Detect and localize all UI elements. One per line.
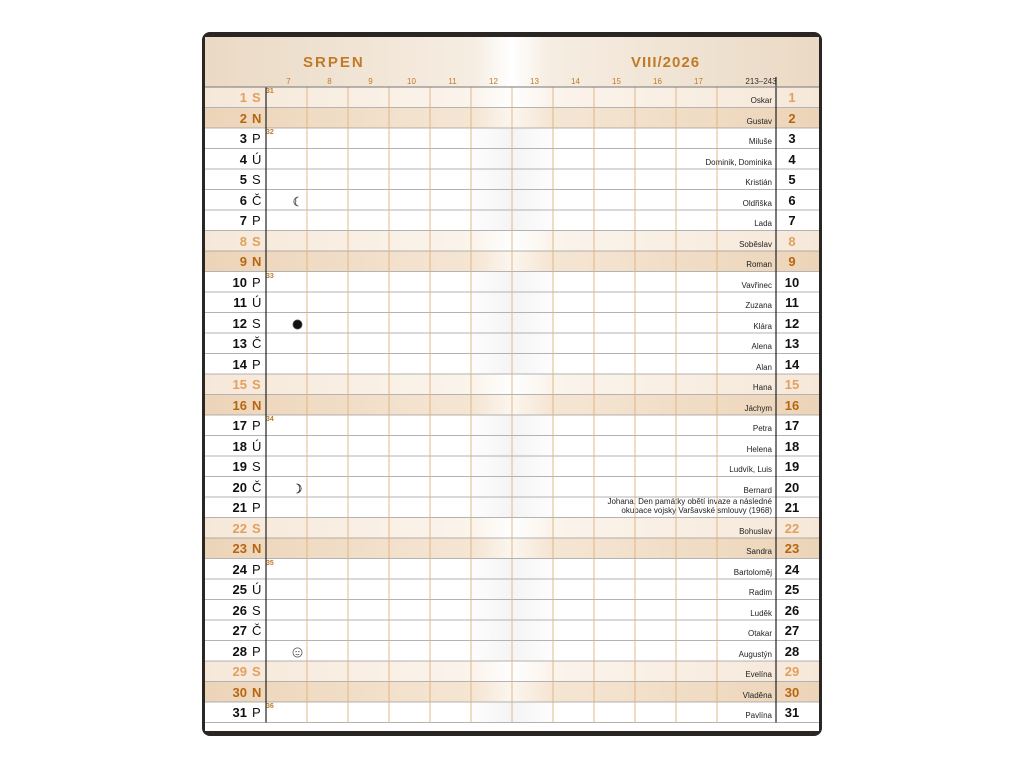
nameday-text: Roman [746, 260, 772, 269]
day-row[interactable] [205, 497, 819, 517]
day-row[interactable] [205, 682, 819, 702]
month-name: SRPEN [303, 54, 365, 71]
weekday-letter: P [252, 356, 261, 372]
day-row[interactable] [205, 313, 819, 333]
day-number-right: 28 [784, 643, 800, 659]
day-row[interactable] [205, 251, 819, 271]
nameday-text: Luděk [750, 608, 772, 618]
nameday-text: Alena [751, 342, 772, 351]
nameday-text: Kristián [745, 178, 772, 187]
hour-label: 17 [694, 77, 703, 86]
nameday-text: Hana [752, 383, 772, 392]
day-number: 26 [232, 602, 247, 618]
day-number: 2 [239, 110, 247, 126]
day-row[interactable] [205, 374, 819, 394]
day-number-right: 26 [784, 602, 800, 618]
day-row[interactable] [205, 354, 819, 374]
weekday-letter: P [252, 643, 261, 659]
nameday-text: Gustav [746, 116, 772, 126]
day-number-right: 18 [784, 438, 800, 454]
nameday-text: Alan [755, 362, 772, 372]
week-number: 31 [266, 88, 274, 95]
weekday-letter: P [252, 705, 261, 720]
week-number: 35 [266, 559, 274, 567]
nameday-text: Vavřinec [741, 280, 772, 290]
day-number-right: 4 [788, 151, 796, 167]
nameday-text: Pavlína [745, 711, 772, 720]
day-number: 21 [232, 500, 247, 515]
weekday-letter: Ú [252, 151, 262, 167]
day-number: 27 [232, 623, 247, 638]
day-row[interactable] [205, 436, 819, 456]
week-number: 33 [266, 272, 274, 280]
new-moon-icon [292, 317, 303, 328]
day-number-right: 8 [788, 233, 796, 249]
day-row[interactable] [205, 456, 819, 476]
weekday-letter: S [252, 459, 261, 474]
day-number-right: 29 [784, 664, 800, 679]
day-number-right: 5 [788, 172, 796, 187]
nameday-text: Radim [748, 588, 772, 597]
day-row[interactable] [205, 395, 819, 415]
hour-labels [205, 77, 819, 87]
day-number-right: 2 [788, 110, 796, 126]
day-row[interactable] [205, 272, 819, 292]
day-number-right: 3 [788, 131, 796, 146]
weekday-letter: S [252, 664, 261, 679]
day-number-right: 24 [784, 561, 800, 577]
day-row[interactable] [205, 108, 819, 128]
weekday-letter: N [252, 684, 262, 700]
day-row[interactable] [205, 579, 819, 599]
nameday-text: Oskar [750, 96, 772, 105]
day-number-right: 23 [784, 541, 800, 556]
day-number-right: 27 [784, 623, 800, 638]
day-number-right: 15 [784, 377, 800, 392]
nameday-text: Lada [754, 219, 772, 228]
day-row[interactable] [205, 415, 819, 435]
day-row[interactable] [205, 190, 819, 210]
hour-label: 9 [368, 77, 373, 86]
week-number: 34 [266, 416, 274, 423]
full-moon-icon [292, 645, 303, 656]
day-of-year-range: 213–243 [745, 77, 777, 86]
day-number: 11 [233, 295, 247, 310]
day-number-right: 30 [784, 684, 800, 700]
day-number-right: 31 [784, 705, 800, 720]
weekday-letter: P [252, 418, 261, 433]
day-number-right: 14 [784, 356, 800, 372]
page-header [205, 37, 819, 87]
day-number-right: 10 [784, 274, 800, 290]
weekday-letter: S [252, 602, 261, 618]
weekday-letter: S [252, 172, 261, 187]
weekday-letter: N [252, 254, 262, 269]
week-number: 36 [266, 703, 274, 710]
weekday-letter: Č [252, 623, 262, 638]
nameday-text: Zuzana [745, 301, 772, 310]
hour-label: 8 [327, 77, 332, 86]
hour-label: 12 [489, 77, 498, 86]
day-number: 13 [232, 336, 247, 351]
day-number-right: 16 [784, 397, 800, 413]
day-row[interactable] [205, 169, 819, 189]
hour-label: 7 [286, 77, 291, 86]
day-number-right: 11 [785, 295, 799, 310]
weekday-letter: S [252, 520, 261, 536]
day-number-right: 12 [784, 315, 800, 331]
day-row[interactable] [205, 559, 819, 579]
hour-label: 13 [530, 77, 539, 86]
day-row[interactable] [205, 477, 819, 497]
nameday-text: Vladěna [742, 690, 772, 700]
day-number: 15 [232, 377, 247, 392]
day-row[interactable] [205, 292, 819, 312]
weekday-letter: Č [252, 192, 262, 208]
weekday-letter: S [252, 377, 261, 392]
day-number: 5 [239, 172, 247, 187]
day-number: 1 [239, 90, 247, 105]
weekday-letter: P [252, 131, 261, 146]
day-number: 31 [232, 705, 247, 720]
day-number: 3 [239, 131, 247, 146]
day-number: 12 [232, 315, 247, 331]
day-number-right: 6 [788, 192, 796, 208]
hour-label: 10 [407, 77, 416, 86]
nameday-text: Petra [752, 424, 772, 433]
day-row[interactable] [205, 538, 819, 558]
day-row[interactable] [205, 661, 819, 681]
weekday-letter: N [252, 397, 262, 413]
weekday-letter: P [252, 561, 261, 577]
day-number-right: 21 [784, 500, 800, 515]
weekday-letter: N [252, 541, 262, 556]
day-row[interactable] [205, 641, 819, 661]
nameday-text: Otakar [747, 629, 772, 638]
weekday-letter: Ú [252, 295, 262, 310]
day-row[interactable] [205, 620, 819, 640]
hour-label: 16 [653, 77, 662, 86]
nameday-text: Johana, Den památky obětí invaze a následné okupace vojsky Varšavské smlouvy (1968) [607, 497, 772, 515]
day-number: 23 [232, 541, 247, 556]
day-number: 24 [232, 561, 247, 577]
day-number: 9 [239, 254, 247, 269]
day-row[interactable] [205, 231, 819, 251]
day-number: 25 [232, 582, 247, 597]
week-number: 32 [266, 129, 274, 136]
day-number: 28 [232, 643, 247, 659]
day-number-right: 13 [784, 336, 800, 351]
weekday-letter: N [252, 110, 262, 126]
day-row[interactable] [205, 333, 819, 353]
nameday-text: Bartoloměj [733, 567, 772, 577]
hour-label: 11 [448, 77, 457, 86]
day-number: 29 [232, 664, 247, 679]
day-number: 19 [232, 459, 247, 474]
month-code: VIII/2026 [631, 54, 701, 71]
weekday-letter: P [252, 500, 261, 515]
day-number: 30 [232, 684, 247, 700]
nameday-text: Sandra [746, 547, 772, 556]
nameday-text: Helena [746, 444, 772, 454]
day-row[interactable] [205, 149, 819, 169]
day-number: 4 [239, 151, 247, 167]
weekday-letter: Č [252, 479, 262, 495]
last-quarter-moon-icon [292, 194, 303, 205]
day-number-right: 25 [784, 582, 800, 597]
nameday-text: Augustýn [738, 649, 772, 659]
weekday-letter: S [252, 233, 261, 249]
nameday-text: Klára [753, 321, 772, 331]
nameday-text: Bernard [743, 485, 772, 495]
calendar-page [205, 37, 819, 731]
day-number: 18 [232, 438, 247, 454]
day-number-right: 20 [784, 479, 800, 495]
nameday-text: Miluše [748, 137, 772, 146]
day-row[interactable] [205, 128, 819, 148]
first-quarter-moon-icon [292, 481, 303, 492]
day-number-right: 9 [788, 254, 796, 269]
day-number-right: 17 [784, 418, 800, 433]
day-number: 7 [239, 213, 247, 228]
day-number: 10 [232, 274, 247, 290]
nameday-text: Bohuslav [739, 526, 772, 536]
day-number: 22 [232, 520, 247, 536]
nameday-text: Oldřiška [742, 198, 772, 208]
weekday-letter: Č [252, 336, 262, 351]
day-number-right: 1 [788, 90, 796, 105]
weekday-letter: S [252, 90, 261, 105]
day-row[interactable] [205, 87, 819, 107]
day-number: 8 [239, 233, 247, 249]
nameday-text: Evelína [745, 670, 772, 679]
nameday-text: Soběslav [739, 239, 772, 249]
day-number: 14 [232, 356, 247, 372]
nameday-text: Jáchym [744, 403, 772, 413]
day-number-right: 19 [784, 459, 800, 474]
day-row[interactable] [205, 702, 819, 722]
weekday-letter: P [252, 274, 261, 290]
day-row[interactable] [205, 518, 819, 538]
weekday-letter: Ú [252, 438, 262, 454]
day-row[interactable] [205, 210, 819, 230]
day-number: 6 [239, 192, 247, 208]
weekday-letter: P [252, 213, 261, 228]
day-number-right: 7 [788, 213, 796, 228]
hour-label: 15 [612, 77, 621, 86]
weekday-letter: S [252, 315, 261, 331]
nameday-text: Ludvík, Luis [729, 465, 772, 474]
day-number: 17 [232, 418, 247, 433]
day-row[interactable] [205, 600, 819, 620]
hour-label: 14 [571, 77, 580, 86]
day-number-right: 22 [784, 520, 800, 536]
day-number: 20 [232, 479, 247, 495]
weekday-letter: Ú [252, 582, 262, 597]
nameday-text: Dominik, Dominika [705, 157, 772, 167]
day-number: 16 [232, 397, 247, 413]
